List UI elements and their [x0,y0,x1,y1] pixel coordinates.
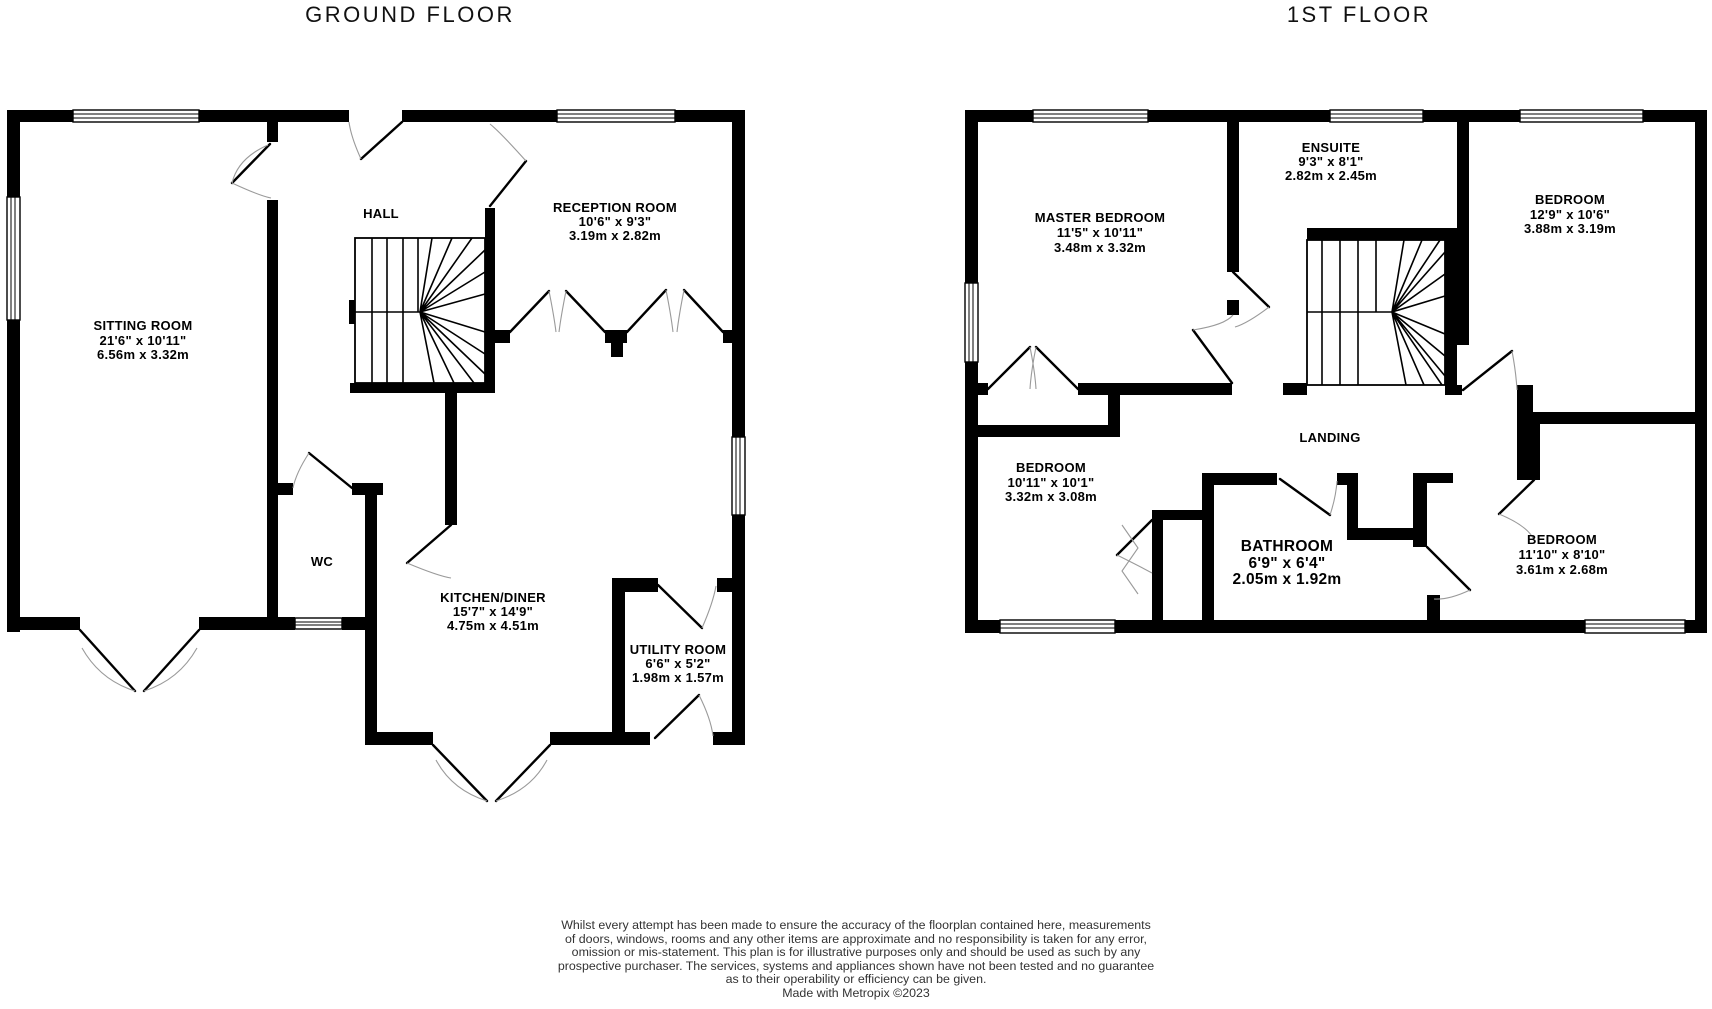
reception-french-doors-left [510,291,605,332]
bedroom-top-right-door [1463,351,1517,390]
kitchen-door [407,525,451,578]
ensuite-door [1233,272,1269,327]
disclaimer-line: as to their operability or efficiency can be given. [725,972,987,986]
room-label-landing: LANDING [1299,430,1361,445]
landing-master-door [1193,315,1233,383]
window [1585,620,1685,633]
window [1520,110,1643,122]
utility-room-door [658,585,716,628]
disclaimer-line: prospective purchaser. The services, systems and appliances shown have not been tested and no guarantee [557,959,1155,973]
first-floor-stairs [1307,240,1445,385]
first-floor-title: 1ST FLOOR [1286,2,1432,27]
room-dims-metric: 3.32m x 3.08m [1004,489,1098,504]
utility-back-door [655,695,713,738]
room-label-bedroom-left: BEDROOM [1016,460,1086,475]
sitting-room-door [232,144,271,198]
room-dims-metric: 2.82m x 2.45m [1284,168,1378,183]
room-dims-metric: 3.88m x 3.19m [1523,221,1617,236]
ground-floor-title: GROUND FLOOR [305,2,515,27]
room-dims-imperial: 6'9" x 6'4" [1248,555,1326,572]
window [295,618,342,629]
window [7,197,20,320]
window [965,283,978,362]
room-label-kitchen-diner: KITCHEN/DINER [440,590,546,605]
window [1000,620,1115,633]
room-dims-imperial: 9'3" x 8'1" [1298,154,1364,169]
room-dims-metric: 2.05m x 1.92m [1232,571,1342,588]
ground-floor-stairs [349,238,485,383]
room-dims-imperial: 15'7" x 14'9" [452,604,534,619]
bedroom-left-door [1117,520,1152,573]
bathroom-door [1280,479,1337,515]
disclaimer [558,918,1154,1000]
room-dims-imperial: 6'6" x 5'2" [645,656,711,671]
room-dims-imperial: 10'11" x 10'1" [1007,475,1095,490]
disclaimer-line: of doors, windows, rooms and any other items are approximate and no responsibility is taken for any error, [565,932,1147,946]
room-dims-imperial: 10'6" x 9'3" [578,214,652,229]
window [1330,110,1423,122]
room-dims-metric: 3.61m x 2.68m [1515,562,1609,577]
room-label-wc: WC [310,554,334,569]
room-dims-imperial: 11'5" x 10'11" [1056,225,1144,240]
room-dims-metric: 3.19m x 2.82m [568,228,662,243]
master-bedroom-double-doors [988,347,1078,389]
room-dims-metric: 4.75m x 4.51m [446,618,540,633]
room-label-master-bedroom: MASTER BEDROOM [1034,210,1166,225]
window [73,110,199,122]
kitchen-patio-doors [433,745,550,801]
window [1033,110,1148,122]
room-dims-metric: 1.98m x 1.57m [631,670,725,685]
room-label-bedroom-top-right: BEDROOM [1535,192,1605,207]
room-dims-imperial: 11'10" x 8'10" [1518,547,1606,562]
reception-french-doors-right [627,290,723,332]
disclaimer-line: omission or mis-statement. This plan is for illustrative purposes only and should be used as such by any [571,945,1141,959]
bedroom-bottom-right-door [1499,480,1534,540]
window [557,110,675,122]
room-label-reception-room: RECEPTION ROOM [552,200,678,215]
room-dims-metric: 3.48m x 3.32m [1053,240,1147,255]
sitting-room-patio-doors [80,630,199,691]
room-dims-metric: 6.56m x 3.32m [96,347,190,362]
room-dims-imperial: 12'9" x 10'6" [1529,207,1611,222]
room-label-ensuite: ENSUITE [1301,140,1361,155]
metropix-credit: Made with Metropix ©2023 [782,986,930,1000]
room-label-utility-room: UTILITY ROOM [629,642,727,657]
window [732,437,745,515]
room-label-hall: HALL [363,206,399,221]
disclaimer-line: Whilst every attempt has been made to ensure the accuracy of the floorplan contained here, measurements [561,918,1151,932]
room-label-bathroom: BATHROOM [1240,538,1334,555]
reception-room-door [490,124,526,206]
room-dims-imperial: 21'6" x 10'11" [99,333,187,348]
front-door [349,122,402,159]
wc-door [293,453,352,488]
room-label-bedroom-bottom-right: BEDROOM [1527,532,1597,547]
bedroom-bottom-right-door-2 [1427,547,1470,599]
room-label-sitting-room: SITTING ROOM [93,318,193,333]
